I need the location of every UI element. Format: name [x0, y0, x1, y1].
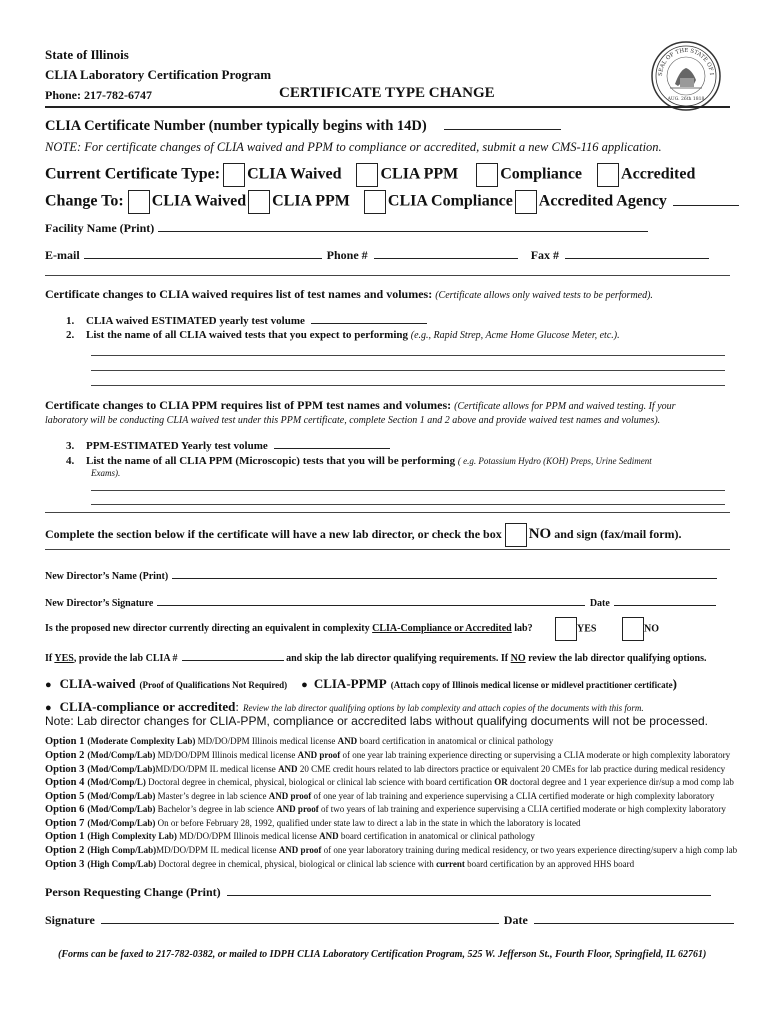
director-option-8 — [45, 831, 535, 842]
ppm-tests-line-2[interactable] — [91, 504, 725, 505]
yes-label: YES — [577, 623, 597, 635]
no-option-label: NO — [644, 623, 659, 635]
if-prefix: If — [45, 653, 53, 664]
option-text: MD/DO/DPM IL medical license — [156, 845, 279, 855]
change-ppm-checkbox[interactable] — [248, 190, 270, 214]
director-intro-row — [45, 523, 682, 547]
current-accredited-label: Accredited — [621, 165, 696, 183]
waived-item-1 — [66, 313, 427, 327]
fax-field[interactable] — [565, 248, 709, 259]
if-end: review the lab director qualifying options. — [528, 653, 707, 664]
waived-volume-field[interactable] — [311, 313, 427, 324]
ppm-volume-label: PPM-ESTIMATED Yearly test volume — [86, 440, 268, 452]
bullet-icon: ● — [45, 679, 52, 691]
requester-date-label: Date — [503, 913, 528, 927]
director-question-row — [45, 623, 533, 634]
director-yes-checkbox[interactable] — [555, 617, 577, 641]
change-waived-label: CLIA Waived — [151, 192, 247, 210]
item-number: 4. — [66, 455, 75, 467]
waived-heading-row — [45, 287, 653, 302]
option-text: MD/DO/DPM Illinois medical license — [176, 831, 320, 841]
option-number: Option 4 — [45, 777, 85, 788]
director-intro: Complete the section below if the certificate will have a new lab director, or check the box — [45, 526, 502, 541]
current-ppm-label: CLIA PPM — [380, 165, 459, 183]
lab-clia-number-field[interactable] — [182, 650, 284, 661]
director-option-9 — [45, 845, 737, 856]
waived-tests-label: List the name of all CLIA waived tests that you expect to performing — [86, 329, 409, 341]
current-type-label: Current Certificate Type: — [45, 165, 221, 183]
option-number: Option 2 — [45, 750, 85, 761]
ppm-tests-note: ( e.g. Potassium Hydro (KOH) Preps, Urine Sediment — [457, 456, 652, 466]
qualify-row-1 — [45, 675, 677, 693]
director-divider-2 — [45, 549, 730, 550]
option-text-end: of one year of lab training and experience supervising a CLIA certified moderate or high complexity laboratory — [311, 791, 715, 801]
option-text-end: board certification in anatomical or clinical pathology — [357, 736, 554, 746]
option-number: Option 3 — [45, 859, 85, 870]
option-number: Option 7 — [45, 818, 85, 829]
change-waived-checkbox[interactable] — [128, 190, 150, 214]
waived-tests-line-3[interactable] — [91, 385, 725, 386]
current-accredited-checkbox[interactable] — [597, 163, 619, 187]
option-category: (Moderate Complexity Lab) — [87, 736, 196, 746]
option-category: (Mod/Comp/Lab) — [87, 791, 156, 801]
option-category: (Mod/Comp/Lab) — [87, 818, 156, 828]
ppm-item-3 — [66, 438, 390, 452]
if-mid: , provide the lab CLIA # — [73, 653, 178, 664]
option-keyword: current — [436, 859, 465, 869]
option-text: Master’s degree in lab science — [155, 791, 269, 801]
director-date-label: Date — [589, 598, 610, 609]
ppm-heading: Certificate changes to CLIA PPM requires list of PPM test names and volumes: — [45, 398, 452, 412]
phone-field[interactable] — [374, 248, 518, 259]
option-keyword: AND — [319, 831, 339, 841]
ppm-tests-label: List the name of all CLIA PPM (Microscopic) tests that you will be performing — [86, 455, 456, 467]
current-compliance-label: Compliance — [500, 165, 583, 183]
option-category: (High Comp/Lab) — [87, 859, 157, 869]
waived-tests-line-2[interactable] — [91, 370, 725, 371]
clia-number-row — [45, 650, 706, 664]
director-date-field[interactable] — [614, 595, 716, 606]
ppmp-option-close: ) — [672, 676, 677, 691]
director-question: Is the proposed new director currently directing an equivalent in complexity — [45, 623, 370, 634]
contact-row — [45, 248, 709, 263]
director-option-6 — [45, 804, 726, 815]
option-text-end: of one year lab training experience directing or supervising a CLIA moderate or high complexity laboratory — [340, 750, 731, 760]
option-text-end: board certification by an approved HHS board — [464, 859, 635, 869]
phone-number: Phone: 217-782-6747 — [45, 88, 152, 102]
director-option-1 — [45, 736, 553, 747]
note-text: NOTE: For certificate changes of CLIA waived and PPM to compliance or accredited, submit a new CMS-116 application. — [45, 140, 662, 154]
svg-text:SEAL OF THE STATE OF ILLINOIS: SEAL OF THE STATE OF I — [657, 47, 715, 77]
change-compliance-label: CLIA Compliance — [387, 192, 513, 210]
option-number: Option 1 — [45, 736, 85, 747]
ppm-volume-field[interactable] — [274, 438, 390, 449]
requester-name-field[interactable] — [227, 885, 711, 896]
director-signature-label: New Director’s Signature — [45, 598, 154, 609]
director-option-2 — [45, 750, 730, 761]
option-text: Doctoral degree in chemical, physical, biological or clinical lab science with — [156, 859, 437, 869]
director-no-option — [622, 617, 659, 641]
option-text: MD/DO/DPM Illinois medical license — [155, 750, 298, 760]
option-text: On or before February 28, 1992, qualified under state law to direct a lab in the state in which the laboratory is located — [155, 818, 581, 828]
ppm-item-4 — [66, 455, 652, 467]
option-keyword: OR — [494, 777, 508, 787]
if-no: NO — [510, 653, 526, 664]
ppm-tests-line-1[interactable] — [91, 490, 725, 491]
director-no-checkbox[interactable] — [622, 617, 644, 641]
comp-option-label: CLIA-compliance or accredited — [59, 699, 236, 714]
option-number: Option 5 — [45, 791, 85, 802]
option-text-end: 20 CME credit hours related to lab directors practice or equivalent 20 CMEs for lab practice during medical residency — [297, 764, 726, 774]
option-number: Option 2 — [45, 845, 85, 856]
option-keyword: AND — [337, 736, 358, 746]
director-divider — [45, 512, 730, 513]
option-category: (Mod/Comp/Lab) — [87, 764, 156, 774]
requester-label: Person Requesting Change (Print) — [45, 885, 221, 899]
change-accredited-checkbox[interactable] — [515, 190, 537, 214]
form-title: CERTIFICATE TYPE CHANGE — [279, 85, 495, 101]
director-name-row — [45, 568, 717, 582]
option-keyword: AND proof — [276, 804, 319, 814]
director-question-link: CLIA-Compliance or Accredited — [372, 623, 512, 634]
item-number: 1. — [66, 315, 75, 327]
comp-option-note: Review the lab director qualifying options by lab complexity and attach copies of the documents with this form. — [243, 703, 644, 713]
ppm-tests-note-2: Exams). — [91, 468, 121, 478]
director-name-label: New Director’s Name (Print) — [45, 571, 169, 582]
option-text: Bachelor’s degree in lab science — [155, 804, 277, 814]
cert-number-field[interactable] — [444, 119, 561, 130]
director-question-end: lab? — [514, 623, 533, 634]
svg-text:AUG. 26th 1818: AUG. 26th 1818 — [667, 97, 705, 102]
qualify-note: Note: Lab director changes for CLIA-PPM, compliance or accredited labs without qualifying documents will not be processed. — [45, 714, 709, 728]
section-divider — [45, 275, 730, 276]
current-compliance-checkbox[interactable] — [476, 163, 498, 187]
state-name: State of Illinois — [45, 47, 129, 62]
waived-tests-note: (e.g., Rapid Strep, Acme Home Glucose Meter, etc.). — [410, 330, 620, 341]
option-number: Option 6 — [45, 804, 85, 815]
accredited-agency-field[interactable] — [673, 195, 739, 206]
no-label: NO — [528, 525, 552, 542]
option-category: (Mod/Comp/L) — [87, 777, 146, 787]
option-number: Option 3 — [45, 764, 85, 775]
waived-item-2 — [66, 329, 620, 341]
option-text-end: of two years of lab training and experience supervising a CLIA certified moderate or high complexity laboratory — [318, 804, 726, 814]
director-signature-row — [45, 595, 716, 609]
director-option-5 — [45, 791, 714, 802]
option-category: (High Comp/Lab) — [87, 845, 157, 855]
facility-name-label: Facility Name (Print) — [45, 221, 155, 235]
phone-label: Phone # — [326, 248, 368, 262]
option-category: (Mod/Comp/Lab) — [87, 750, 156, 760]
director-yes-option — [555, 617, 596, 641]
current-waived-label: CLIA Waived — [247, 165, 342, 183]
facility-name-field[interactable] — [158, 221, 648, 232]
fax-label: Fax # — [530, 248, 560, 262]
change-ppm-label: CLIA PPM — [272, 192, 350, 210]
waived-option-label: CLIA-waived — [59, 676, 136, 691]
waived-heading: Certificate changes to CLIA waived requires list of test names and volumes: — [45, 287, 433, 301]
director-option-10 — [45, 859, 634, 870]
waived-option-note: (Proof of Qualifications Not Required) — [139, 680, 288, 690]
ppm-heading-row — [45, 398, 676, 413]
cert-number-row — [45, 118, 561, 135]
option-text: MD/DO/DPM IL medical license — [155, 764, 279, 774]
director-name-field[interactable] — [172, 568, 717, 579]
header-divider — [45, 106, 730, 108]
option-keyword: AND — [278, 764, 298, 774]
director-signature-field[interactable] — [157, 595, 585, 606]
email-field[interactable] — [84, 248, 322, 259]
current-ppm-checkbox[interactable] — [356, 163, 378, 187]
director-option-3 — [45, 764, 725, 775]
bullet-icon: ● — [45, 702, 52, 714]
director-option-4 — [45, 777, 734, 788]
no-new-director-checkbox[interactable] — [505, 523, 527, 547]
email-label: E-mail — [45, 248, 80, 262]
option-number: Option 1 — [45, 831, 85, 842]
current-waived-checkbox[interactable] — [223, 163, 245, 187]
ppm-heading-note: (Certificate allows for PPM and waived testing. If your — [454, 401, 676, 412]
item-number: 3. — [66, 440, 75, 452]
ppmp-option-note: (Attach copy of Illinois medical license or midlevel practitioner certificate — [390, 680, 673, 690]
item-number: 2. — [66, 329, 75, 341]
requester-signature-row — [45, 913, 734, 928]
ppmp-option-label: CLIA-PPMP — [313, 676, 387, 691]
option-keyword: AND proof — [268, 791, 312, 801]
ppm-heading-note-2: laboratory will be conducting CLIA waived test under this PPM certificate, complete Section 1 and 2 above and provide waived test names and volumes). — [45, 415, 661, 426]
option-text: Doctoral degree in chemical, physical, biological or clinical lab science with board certification — [145, 777, 495, 787]
current-type-row — [45, 163, 695, 187]
change-to-label: Change To: — [45, 192, 124, 210]
option-text: MD/DO/DPM Illinois medical license — [195, 736, 338, 746]
option-category: (High Complexity Lab) — [87, 831, 177, 841]
requester-row — [45, 885, 711, 900]
comp-option-colon: : — [235, 699, 239, 714]
waived-heading-note: (Certificate allows only waived tests to be performed). — [435, 290, 653, 301]
option-keyword: AND proof — [278, 845, 322, 855]
facility-name-row — [45, 221, 648, 236]
option-category: (Mod/Comp/Lab) — [87, 804, 156, 814]
option-text-end: doctoral degree and 1 year experience dir/sup a mod comp lab — [507, 777, 734, 787]
footer-note: (Forms can be faxed to 217-782-0382, or mailed to IDPH CLIA Laboratory Certification Program, 525 W. Jefferson St., Fourth Floor, Springfield, IL 62761) — [58, 949, 707, 960]
waived-volume-label: CLIA waived ESTIMATED yearly test volume — [86, 315, 305, 327]
requester-signature-field[interactable] — [101, 913, 499, 924]
option-text-end: board certification in anatomical or clinical pathology — [338, 831, 535, 841]
cert-number-label: CLIA Certificate Number (number typically begins with 14D) — [45, 118, 427, 134]
director-intro-end: and sign (fax/mail form). — [554, 526, 682, 541]
change-to-row — [45, 190, 739, 214]
option-keyword: AND proof — [297, 750, 341, 760]
requester-signature-label: Signature — [45, 913, 95, 927]
requester-date-field[interactable] — [534, 913, 734, 924]
bullet-icon: ● — [301, 679, 308, 691]
director-option-7 — [45, 818, 581, 829]
if-mid-2: and skip the lab director qualifying requirements. If — [286, 653, 509, 664]
program-name: CLIA Laboratory Certification Program — [45, 67, 272, 82]
waived-tests-line-1[interactable] — [91, 355, 725, 356]
if-yes: YES — [54, 653, 74, 664]
option-text-end: of one year laboratory training during medical residency, or two years experience directing/superv a high comp lab — [321, 845, 738, 855]
change-accredited-label: Accredited Agency — [538, 192, 667, 210]
state-seal-logo — [650, 40, 722, 112]
change-compliance-checkbox[interactable] — [364, 190, 386, 214]
